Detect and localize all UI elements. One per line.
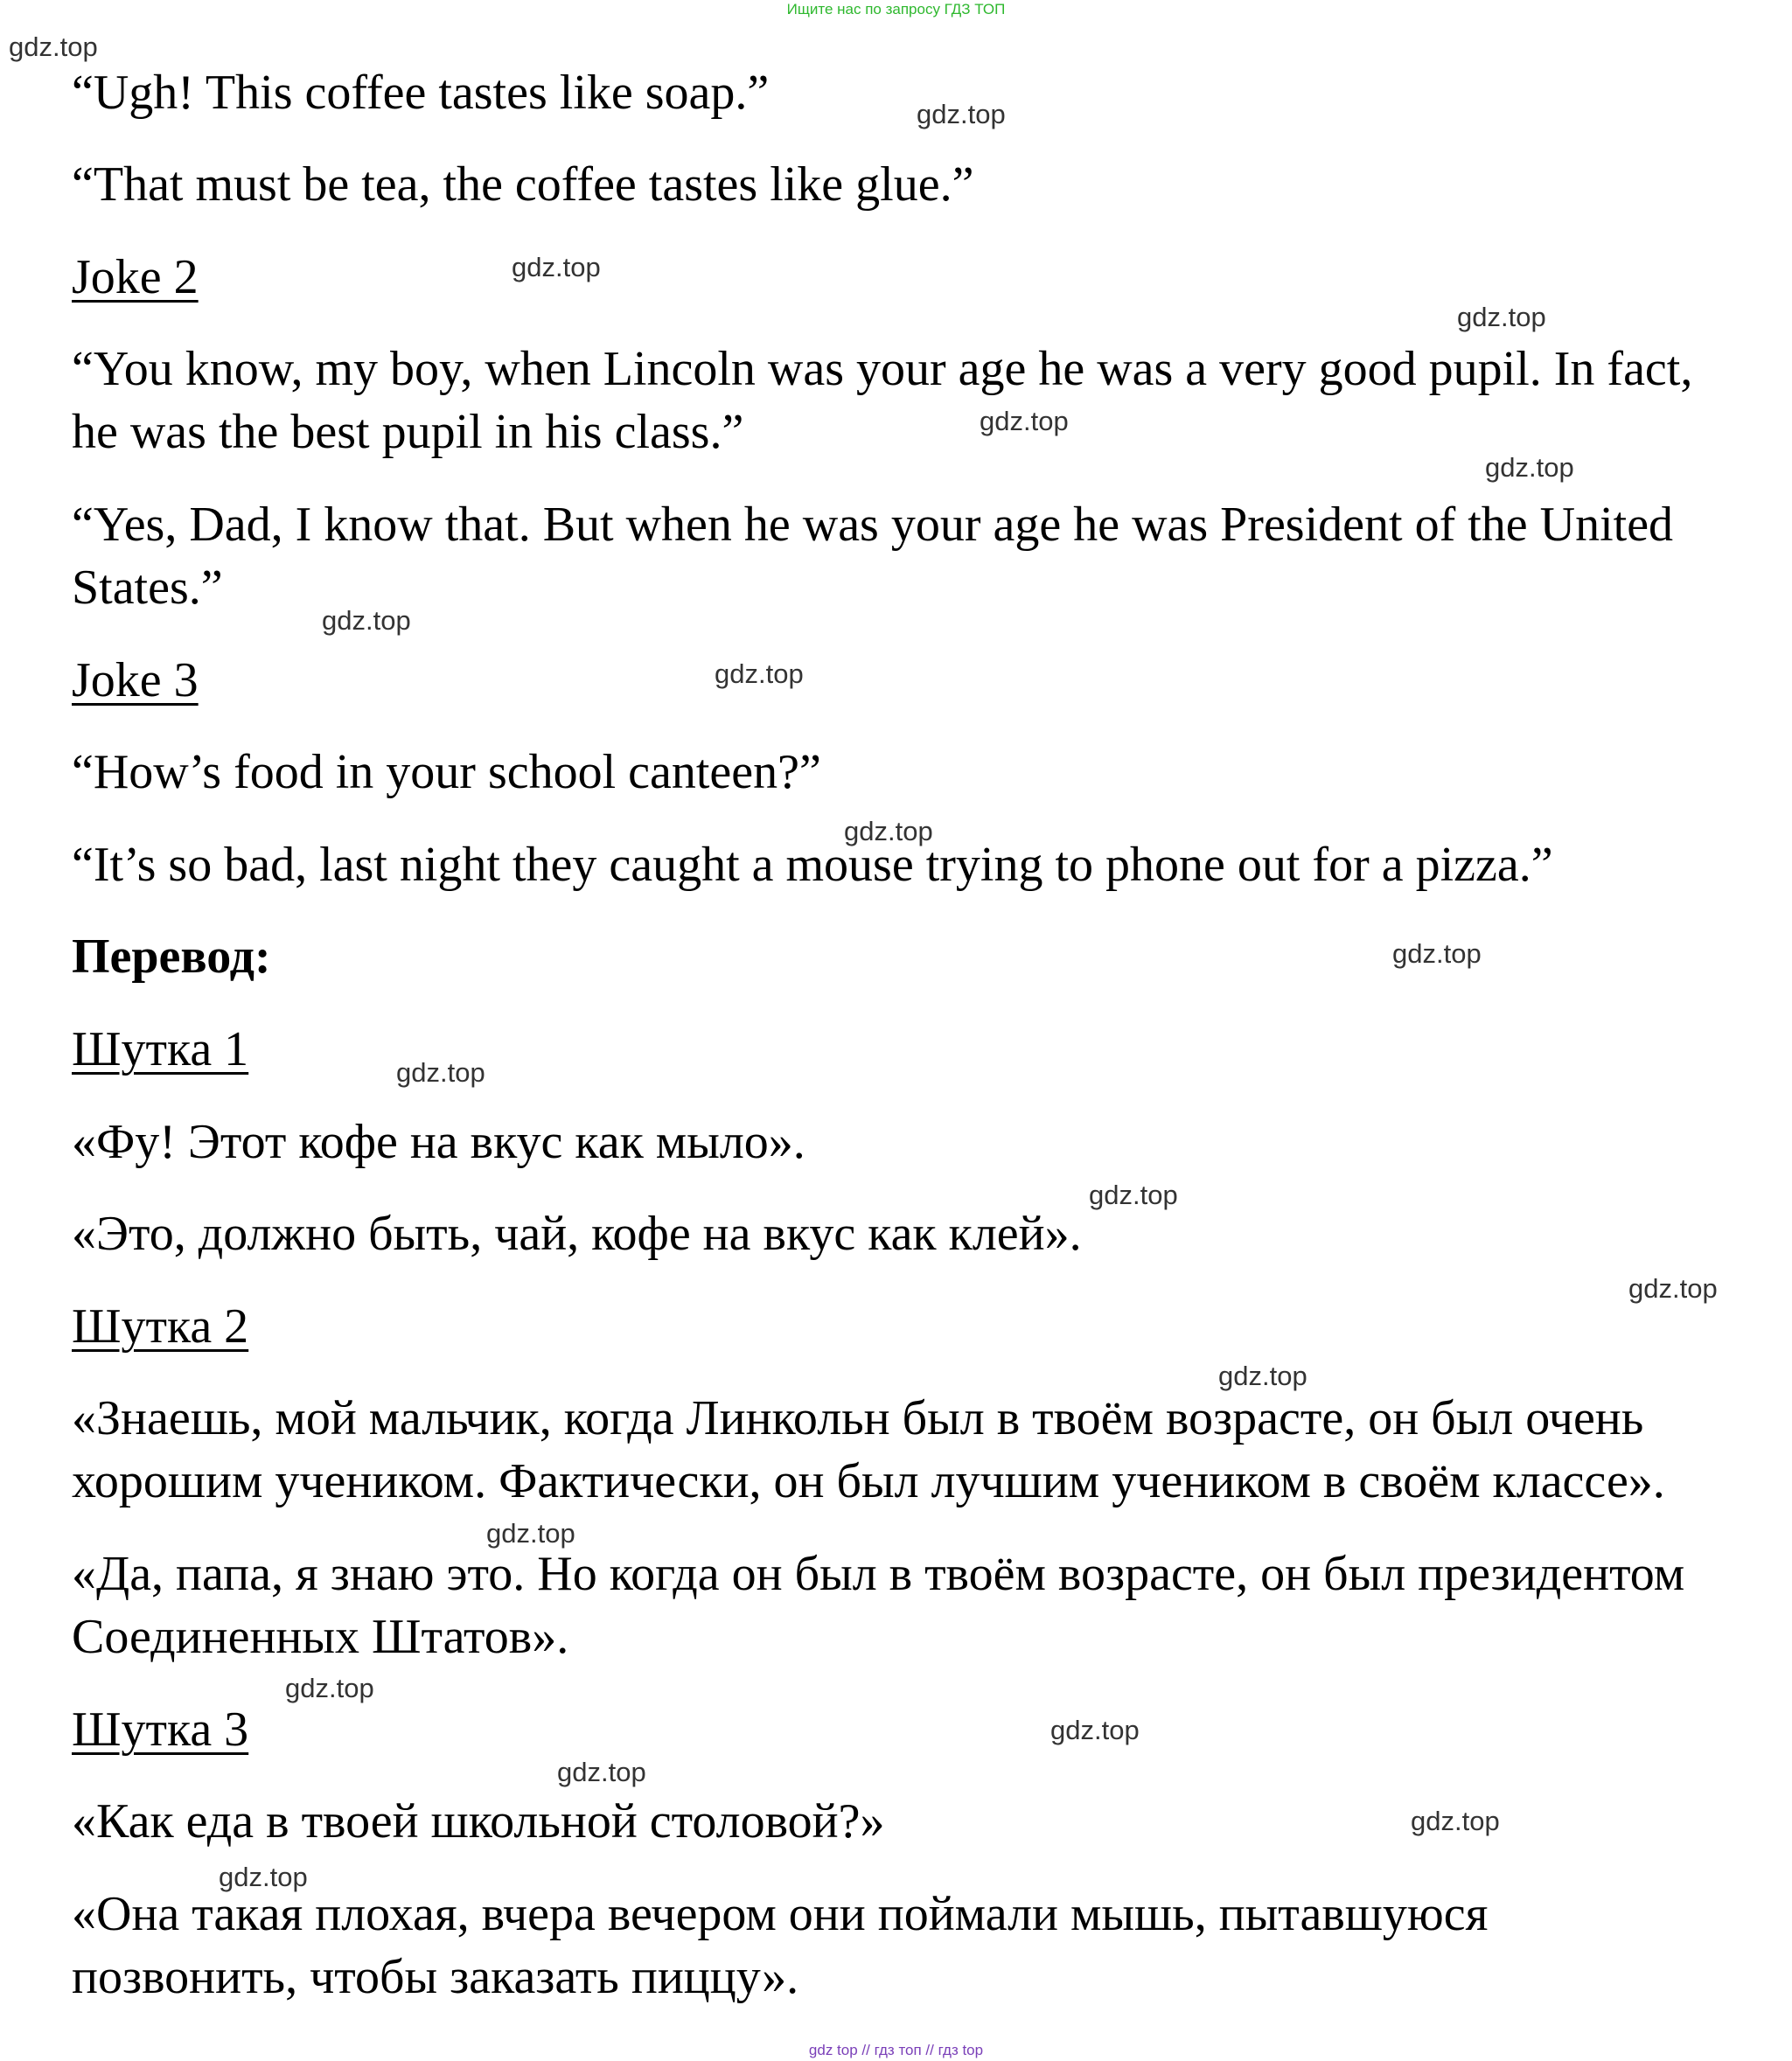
joke3-line1-en: “How’s food in your school canteen?” — [72, 745, 821, 799]
joke2-line2-en: he was the best pupil in his class.” — [72, 405, 744, 459]
joke1-line1-ru: «Фу! Этот кофе на вкус как мыло». — [72, 1115, 805, 1169]
joke2-line1-en: “You know, my boy, when Lincoln was your age he was a very good pupil. In fact, — [72, 342, 1693, 396]
watermark: gdz.top — [557, 1757, 646, 1787]
joke1-line2-ru: «Это, должно быть, чай, кофе на вкус как клей». — [72, 1207, 1082, 1261]
watermark: gdz.top — [1628, 1273, 1718, 1304]
watermark: gdz.top — [1392, 938, 1482, 969]
joke3-heading-en: Joke 3 — [72, 653, 199, 707]
joke2-line4-ru: Соединенных Штатов». — [72, 1610, 569, 1664]
watermark: gdz.top — [1218, 1361, 1307, 1391]
top-banner: Ищите нас по запросу ГДЗ ТОП — [786, 1, 1006, 17]
bottom-banner: gdz top // гдз топ // гдз top — [808, 2042, 984, 2058]
joke1-line1-en: “Ugh! This coffee tastes like soap.” — [72, 66, 770, 120]
joke2-heading-en: Joke 2 — [72, 250, 199, 304]
joke1-line2-en: “That must be tea, the coffee tastes like glue.” — [72, 157, 974, 212]
joke1-heading-ru: Шутка 1 — [72, 1022, 249, 1076]
watermark: gdz.top — [715, 658, 804, 689]
joke3-line1-ru: «Как еда в твоей школьной столовой?» — [72, 1794, 885, 1849]
watermark: gdz.top — [1089, 1180, 1178, 1210]
joke3-line3-ru: позвонить, чтобы заказать пиццу». — [72, 1950, 799, 2004]
watermark: gdz.top — [980, 406, 1069, 436]
watermark: gdz.top — [219, 1862, 308, 1892]
watermark: gdz.top — [844, 816, 933, 846]
joke2-line2-ru: хорошим учеником. Фактически, он был лучшим учеником в своём классе». — [72, 1454, 1665, 1508]
watermark: gdz.top — [1485, 452, 1574, 483]
watermark: gdz.top — [285, 1673, 374, 1703]
watermark: gdz.top — [486, 1518, 575, 1549]
joke3-line2-en: “It’s so bad, last night they caught a mouse trying to phone out for a pizza.” — [72, 838, 1553, 892]
watermark: gdz.top — [396, 1057, 485, 1088]
watermark: gdz.top — [917, 99, 1006, 129]
joke2-line3-ru: «Да, папа, я знаю это. Но когда он был в твоём возрасте, он был президентом — [72, 1547, 1685, 1601]
watermark: gdz.top — [322, 605, 411, 636]
watermark: gdz.top — [512, 252, 601, 282]
translation-heading: Перевод: — [72, 930, 271, 984]
watermark: gdz.top — [1050, 1715, 1140, 1745]
joke3-line2-ru: «Она такая плохая, вчера вечером они поймали мышь, пытавшуюся — [72, 1887, 1489, 1941]
joke2-line3-en: “Yes, Dad, I know that. But when he was your age he was President of the United — [72, 498, 1674, 552]
joke2-line4-en: States.” — [72, 561, 223, 615]
joke2-heading-ru: Шутка 2 — [72, 1299, 249, 1354]
joke2-line1-ru: «Знаешь, мой мальчик, когда Линкольн был в твоём возрасте, он был очень — [72, 1391, 1644, 1445]
watermark: gdz.top — [9, 31, 98, 62]
joke3-heading-ru: Шутка 3 — [72, 1702, 249, 1757]
watermark: gdz.top — [1411, 1806, 1500, 1836]
watermark: gdz.top — [1457, 302, 1546, 332]
